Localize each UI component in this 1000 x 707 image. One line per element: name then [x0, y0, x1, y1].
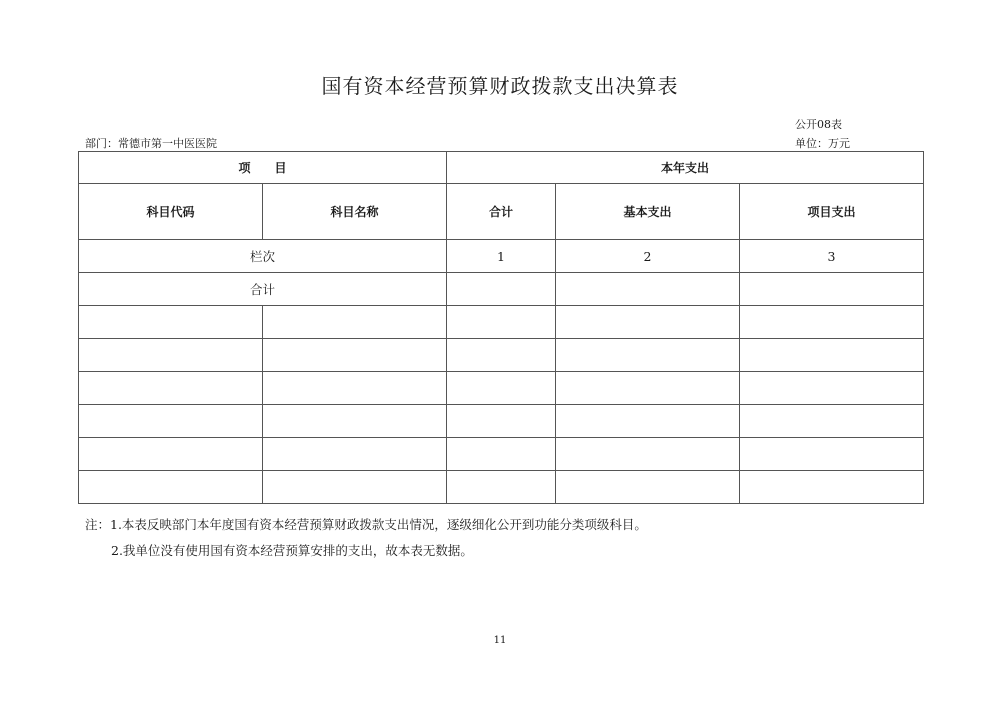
table-row	[79, 471, 924, 504]
table-cell	[447, 405, 556, 438]
note-2: 2.我单位没有使用国有资本经营预算安排的支出，故本表无数据。	[111, 543, 473, 558]
header-current-year: 本年支出	[447, 152, 924, 184]
table-cell	[263, 438, 447, 471]
table-cell	[556, 471, 740, 504]
table-cell	[447, 438, 556, 471]
table-cell	[263, 306, 447, 339]
table-cell	[447, 273, 556, 306]
row-index-label: 栏次	[79, 240, 447, 273]
table-cell	[556, 405, 740, 438]
header-project-expenditure: 项目支出	[740, 184, 924, 240]
row-index-3: 3	[740, 240, 924, 273]
table-cell	[556, 372, 740, 405]
table-cell	[263, 372, 447, 405]
table-cell	[79, 405, 263, 438]
table-cell	[79, 339, 263, 372]
table-cell	[447, 339, 556, 372]
table-row	[79, 438, 924, 471]
table-cell	[556, 273, 740, 306]
table-header-row-2	[79, 184, 924, 240]
table-cell	[79, 471, 263, 504]
table-cell	[263, 339, 447, 372]
department-label: 部门：常德市第一中医医院	[85, 137, 217, 150]
form-number: 公开08表	[795, 118, 842, 131]
page-title: 国有资本经营预算财政拨款支出决算表	[321, 74, 679, 98]
header-subject-code: 科目代码	[79, 184, 263, 240]
table-cell	[263, 471, 447, 504]
table-cell	[447, 306, 556, 339]
table-cell	[740, 306, 924, 339]
header-total: 合计	[447, 184, 556, 240]
table-row	[79, 405, 924, 438]
table-cell	[556, 306, 740, 339]
header-subject-name: 科目名称	[263, 184, 447, 240]
table-row	[79, 339, 924, 372]
page-number: 11	[493, 635, 507, 646]
row-index-2: 2	[556, 240, 740, 273]
table-header-row-1	[79, 152, 924, 184]
unit-label: 单位：万元	[795, 137, 850, 150]
table-row	[79, 306, 924, 339]
note-1: 注：1.本表反映部门本年度国有资本经营预算财政拨款支出情况，逐级细化公开到功能分类项级科目。	[85, 517, 647, 532]
header-basic-expenditure: 基本支出	[556, 184, 740, 240]
table-cell	[447, 471, 556, 504]
header-item: 项 目	[79, 152, 447, 184]
table-cell	[79, 438, 263, 471]
table-cell	[79, 372, 263, 405]
row-total-label: 合计	[79, 273, 447, 306]
row-index-1: 1	[447, 240, 556, 273]
expenditure-table	[78, 151, 924, 504]
table-cell	[740, 471, 924, 504]
table-cell	[740, 339, 924, 372]
table-cell	[740, 372, 924, 405]
table-cell	[740, 273, 924, 306]
table-cell	[263, 405, 447, 438]
table-cell	[79, 306, 263, 339]
table-cell	[556, 438, 740, 471]
table-row-index	[79, 240, 924, 273]
table-row	[79, 372, 924, 405]
table-row-total	[79, 273, 924, 306]
table-cell	[447, 372, 556, 405]
table-cell	[740, 438, 924, 471]
table-cell	[740, 405, 924, 438]
table-cell	[556, 339, 740, 372]
